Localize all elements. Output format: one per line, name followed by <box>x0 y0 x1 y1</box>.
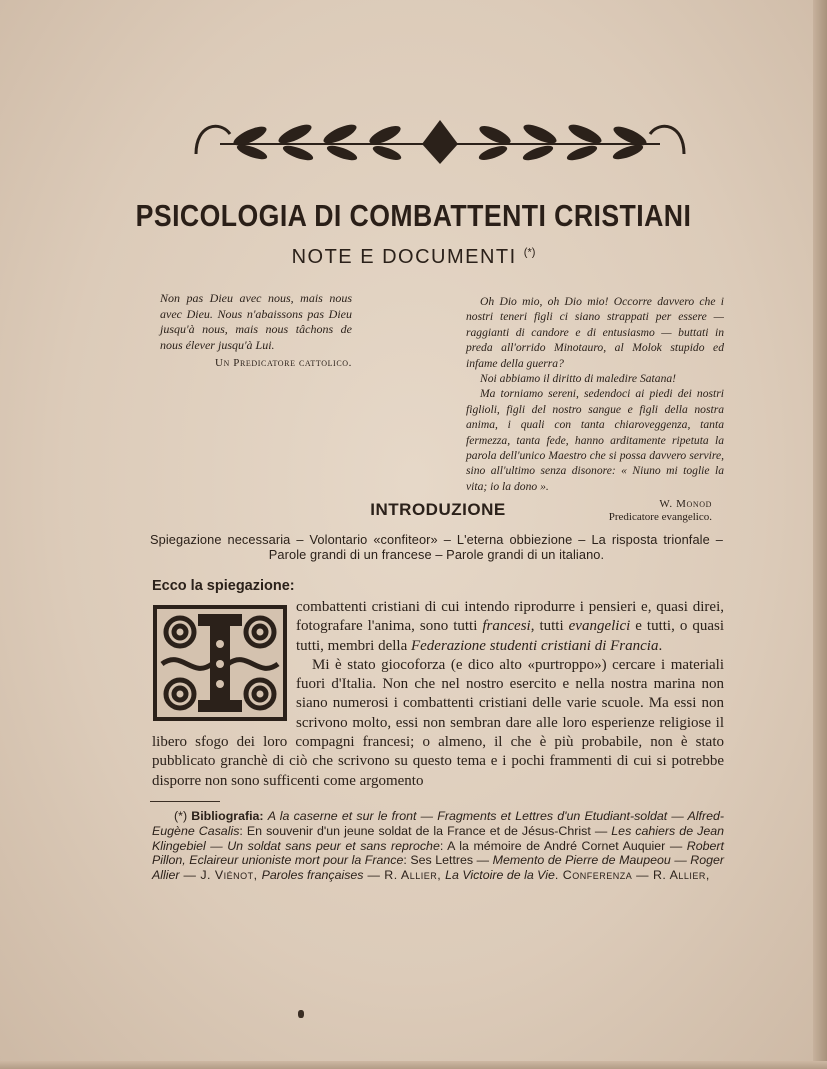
epigraph-left <box>160 291 352 372</box>
footnote-italic-run: Memento de Pierre de Maupeou — Roger Allier <box>152 853 725 883</box>
footnote-text-run: : A la mémoire de André Cornet Auquier — <box>439 838 687 853</box>
epigraph-left-attribution: Un Predicatore cattolico. <box>214 357 352 370</box>
body-italic-run: Federazione studenti cristiani di Francia <box>410 637 659 654</box>
body-paragraph-2: Mi è stato giocoforza (e dico alto «purtroppo») cercare i materiali fuori d'Italia. Non che nel nostro esercito e nella nostra marina non siano numerosi i combattenti cristiani delle varie scuole. Ma essi non scrivono molto, essi non sembran dare alle loro esperienze religiose il libero sfogo dei loro compagni francesi; o almeno, il che è più probabile, non è stato pubblicato granchè di ciò che scrivono su questo tema e i pochi frammenti di cui si potrebbe disporre non sono sufficenti come argomento <box>152 656 724 789</box>
subtitle-footnote-mark: (*) <box>523 246 536 259</box>
body-text-run: , tutti <box>530 618 569 635</box>
footnote-text-run: : Ses Lettres — <box>403 853 493 868</box>
page-edge-right <box>813 0 827 1069</box>
footnote-mark: (*) <box>174 809 188 823</box>
footnote-text-run: . Conferenza — R. Allier, <box>554 868 710 883</box>
footnote-text-run: : En souvenir d'un jeune soldat de la France et de Jésus-Christ — <box>239 823 612 838</box>
body-italic-run: evangelici <box>568 618 631 635</box>
page-title: PSICOLOGIA DI COMBATTENTI CRISTIANI <box>135 198 692 233</box>
footnote-italic-run: Les cahiers de Jean Klingebiel — Un soldat sans peur et sans reproche <box>152 823 725 853</box>
footnote-text-run: — J. Viénot, <box>179 868 262 883</box>
body-text-run: . <box>658 637 663 654</box>
footnote-label: Bibliografia: <box>191 809 264 823</box>
footnote-text-run: — R. Allier, <box>363 868 446 883</box>
epigraph-right-paragraph: Ma torniamo sereni, sedendoci ai piedi dei nostri figlioli, figli del nostro sangue e figli della nostra anima, i quali con tanta chiaroveggenza, tanta fermezza, tanta fede, hanno arditamente ripetuta la parola dell'unico Maestro che si possa davvero servire, sino all'ultimo senza disonore: « Niuno mi toglie la vita; io la dono ». <box>466 387 724 493</box>
epigraph-right-paragraph: Noi abbiamo il diritto di maledire Satana! <box>480 372 677 386</box>
section-summary: Spiegazione necessaria – Volontario «confiteor» – L'eterna obbiezione – La risposta trionfale – Parole grandi di un francese – Parole grandi di un italiano. <box>150 532 723 562</box>
body-text-run: e tutti, o quasi tutti, membri della <box>296 618 725 654</box>
body-text <box>152 598 724 791</box>
signature-name: W. Monod <box>659 498 712 511</box>
page-edge-bottom <box>0 1061 827 1069</box>
footnote-rule <box>150 801 220 802</box>
section-heading: INTRODUZIONE <box>370 500 506 519</box>
body-italic-run: francesi <box>482 618 531 635</box>
laurel-ornament-icon <box>190 114 690 166</box>
footnote-italic-run: Paroles françaises <box>261 868 364 883</box>
epigraph-left-text: Non pas Dieu avec nous, mais nous avec Dieu. Nous n'abaissons pas Dieu jusqu'à nous, mais nous tâchons de nous élever jusqu'à Lui. <box>160 291 352 352</box>
footnote-italic-run: La Victoire de la Vie <box>445 868 555 883</box>
subtitle-text: NOTE E DOCUMENTI <box>291 246 517 268</box>
signature-role: Predicatore evangelico. <box>608 511 712 524</box>
body-text-run: combattenti cristiani di cui intendo riprodurre i pensieri e, quasi direi, fotografare l'anima, sono tutti <box>296 599 724 635</box>
footnote-italic-run: A la caserne et sur le front — Fragments et Lettres d'un Etudiant-soldat — Alfred-Eugène Casalis <box>152 809 724 838</box>
lead-heading: Ecco la spiegazione: <box>152 578 295 594</box>
page-subtitle <box>0 246 827 269</box>
epigraph-right-paragraph: Oh Dio mio, oh Dio mio! Occorre davvero che i nostri teneri figli ci siano strappati per essere — raggianti di candore e di entusiasmo — buttati in preda all'orrido Minotauro, al Molok stupido ed infame della guerra? <box>466 295 724 370</box>
epigraph-right <box>466 294 724 524</box>
drop-cap-i-icon <box>152 604 288 722</box>
ink-speck <box>298 1010 304 1018</box>
footnote <box>152 809 724 883</box>
footnote-italic-run: Robert Pillon, Eclaireur unioniste mort pour la France <box>152 838 724 868</box>
